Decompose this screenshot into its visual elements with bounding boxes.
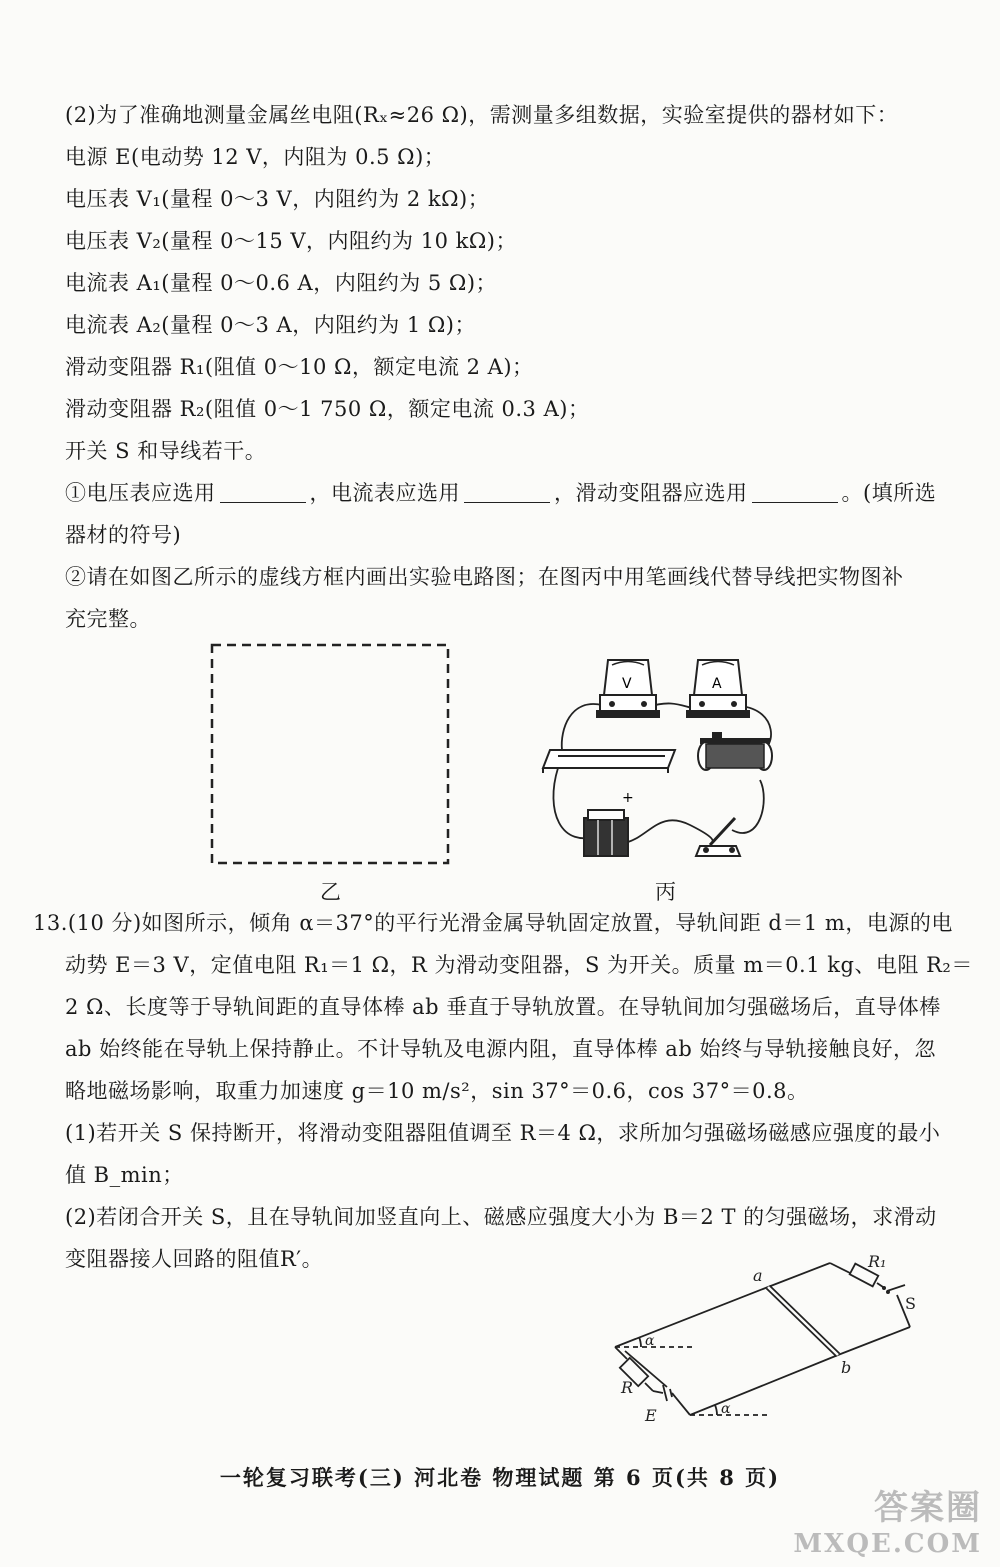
voltmeter-label: V <box>622 676 632 692</box>
label-e: E <box>645 1406 657 1425</box>
rheostat-icon <box>698 732 772 770</box>
q13-line: 2 Ω、长度等于导轨间距的直导体棒 ab 垂直于导轨放置。在导轨间加匀强磁场后，直导体棒 <box>65 995 941 1019</box>
equipment-item: 电流表 A₁(量程 0～0.6 A，内阻约为 5 Ω)； <box>65 271 498 295</box>
equipment-item: 滑动变阻器 R₁(阻值 0～10 Ω，额定电流 2 A)； <box>65 355 534 379</box>
sub1-text: ①电压表应选用 <box>65 481 216 505</box>
ammeter-label: A <box>712 676 722 692</box>
equipment-item: 开关 S 和导线若干。 <box>65 439 267 463</box>
figure-bing-apparatus <box>540 650 800 865</box>
watermark-line1: 答案圈 <box>874 1488 982 1528</box>
sub-question-2-cont: 充完整。 <box>65 607 151 631</box>
label-a: a <box>753 1266 763 1285</box>
equipment-item: 电流表 A₂(量程 0～3 A，内阻约为 1 Ω)； <box>65 313 477 337</box>
label-r1: R₁ <box>868 1255 887 1271</box>
label-alpha-top: α <box>645 1333 655 1349</box>
figure-bing-caption: 丙 <box>655 880 676 904</box>
battery-icon <box>584 810 628 856</box>
switch-icon <box>696 818 740 856</box>
label-s: S <box>905 1294 916 1313</box>
q13-sub1: (1)若开关 S 保持断开，将滑动变阻器阻值调至 R＝4 Ω，求所加匀强磁场磁感应强度的最小 <box>65 1121 941 1145</box>
answer-blank-ammeter[interactable] <box>464 482 550 503</box>
sub1-text: ，电流表应选用 <box>309 481 460 505</box>
page-footer: 一轮复习联考(三) 河北卷 物理试题 第 6 页(共 8 页) <box>219 1465 781 1490</box>
watermark-line2: MXQE.COM <box>793 1529 982 1559</box>
q13-line: 13.(10 分)如图所示，倾角 α＝37°的平行光滑金属导轨固定放置，导轨间距 d＝1 m，电源的电 <box>33 911 953 935</box>
equipment-item: 电源 E(电动势 12 V，内阻为 0.5 Ω)； <box>65 145 446 169</box>
q13-line: ab 始终能在导轨上保持静止。不计导轨及电源内阻，直导体棒 ab 始终与导轨接触良好，忽 <box>65 1037 936 1061</box>
answer-blank-rheostat[interactable] <box>752 482 838 503</box>
sub-question-2: ②请在如图乙所示的虚线方框内画出实验电路图；在图丙中用笔画线代替导线把实物图补 <box>65 565 904 589</box>
sub1-text: ，滑动变阻器应选用 <box>554 481 748 505</box>
label-b: b <box>841 1358 852 1377</box>
sub1-text: 。(填所选 <box>841 481 937 505</box>
figure-yi-caption: 乙 <box>320 880 341 904</box>
equipment-item: 电压表 V₁(量程 0～3 V，内阻约为 2 kΩ)； <box>65 187 490 211</box>
watermark-logo <box>793 1480 982 1559</box>
q13-sub2: (2)若闭合开关 S，且在导轨间加竖直向上、磁感应强度大小为 B＝2 T 的匀强磁场，求滑动 <box>65 1205 937 1229</box>
figure-yi-dashed-box <box>205 640 455 870</box>
q12-intro: (2)为了准确地测量金属丝电阻(Rₓ≈26 Ω)，需测量多组数据，实验室提供的器材如下： <box>65 103 899 127</box>
q13-sub2-cont: 变阻器接人回路的阻值R′。 <box>65 1247 324 1271</box>
q13-line: 略地磁场影响，取重力加速度 g＝10 m/s²，sin 37°＝0.6，cos 37°＝0.8。 <box>65 1079 809 1103</box>
sub-question-1 <box>65 478 936 508</box>
sub-question-1-cont: 器材的符号) <box>65 523 182 547</box>
battery-plus-label: + <box>622 790 634 806</box>
answer-blank-voltmeter[interactable] <box>220 482 306 503</box>
equipment-item: 电压表 V₂(量程 0～15 V，内阻约为 10 kΩ)； <box>65 229 517 253</box>
label-alpha-bottom: α <box>721 1401 731 1417</box>
metal-wire-board-icon <box>543 750 675 773</box>
label-r: R <box>621 1378 634 1397</box>
figure-inclined-rails <box>605 1255 935 1435</box>
q13-sub1-cont: 值 B_min； <box>65 1163 184 1187</box>
q13-line: 动势 E＝3 V，定值电阻 R₁＝1 Ω，R 为滑动变阻器，S 为开关。质量 m＝0.1 kg、电阻 R₂＝ <box>65 953 973 977</box>
equipment-item: 滑动变阻器 R₂(阻值 0～1 750 Ω，额定电流 0.3 A)； <box>65 397 590 421</box>
